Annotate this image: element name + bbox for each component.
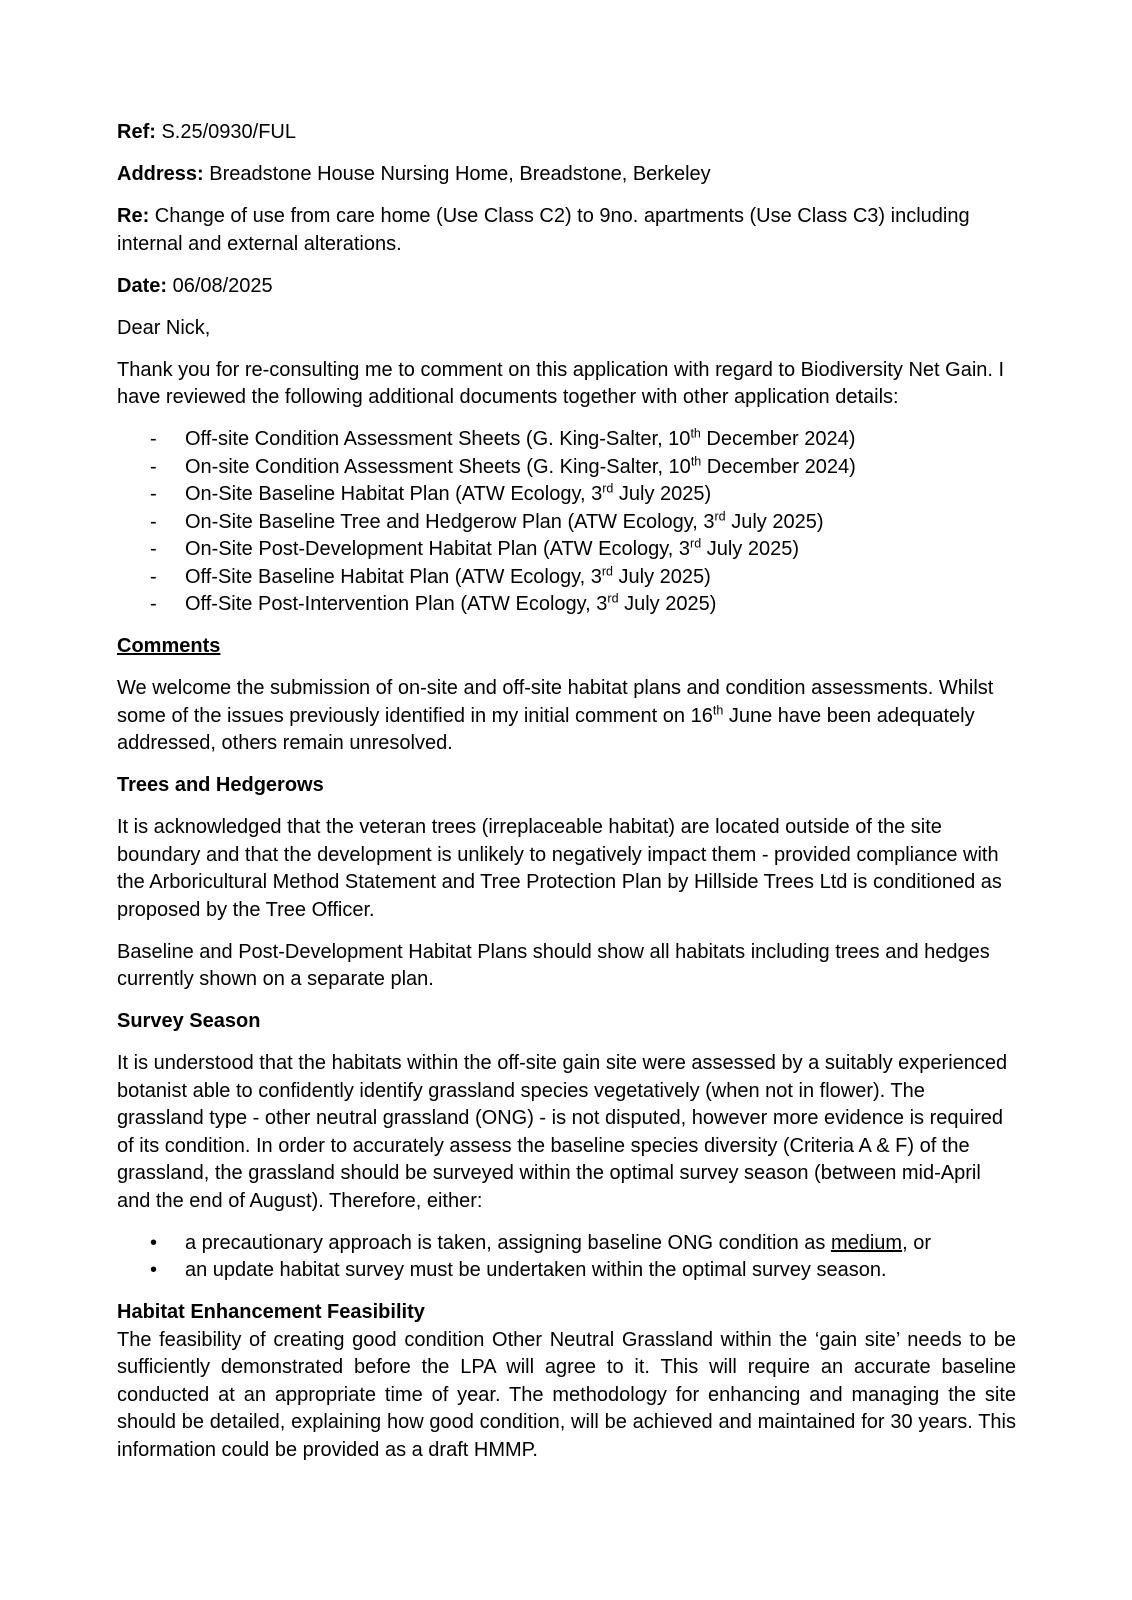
document-list-item [117, 509, 1016, 537]
date-value: 06/08/2025 [167, 274, 273, 297]
document-list-item-text: Off-Site Baseline Habitat Plan (ATW Ecology, 3rd July 2025) [185, 563, 711, 588]
bullet-marker: • [150, 1231, 158, 1254]
dash-marker: - [150, 593, 157, 615]
re-line [117, 203, 1016, 258]
document-list-item [117, 481, 1016, 509]
document-list-item [117, 454, 1016, 482]
bullet-list-item [117, 1230, 1016, 1258]
ref-label: Ref: [117, 121, 156, 143]
ordinal-superscript: rd [690, 536, 702, 551]
ref-value: S.25/0930/FUL [155, 121, 296, 143]
document-list-item [117, 536, 1016, 564]
document-list-item-text: On-Site Baseline Tree and Hedgerow Plan (ATW Ecology, 3rd July 2025) [185, 508, 824, 533]
bullet-list [117, 1230, 1016, 1285]
habitat-paragraph: The feasibility of creating good condition Other Neutral Grassland within the ‘gain site’ needs to be sufficiently demonstrated before the LPA will agree to it. This will require an accurate baseline conducted at an appropriate time of year. The methodology for enhancing and managing the site should be detailed, explaining how good condition, will be achieved and maintained for 30 years. This information could be provided as a draft HMMP. [117, 1328, 1016, 1461]
document-list-item [117, 591, 1016, 619]
address-line [117, 161, 1016, 189]
trees-paragraph-1: It is acknowledged that the veteran trees (irreplaceable habitat) are located outside of the site boundary and that the development is unlikely to negatively impact them - provided compliance with the Arboricultural Method Statement and Tree Protection Plan by Hillside Trees Ltd is conditioned as proposed by the Tree Officer. [117, 816, 1002, 921]
document-list-item-text: Off-Site Post-Intervention Plan (ATW Ecology, 3rd July 2025) [185, 591, 717, 615]
comments-paragraph: We welcome the submission of on-site and off-site habitat plans and condition assessments. Whilst some of the issues previously identified in my initial comment on 16th June have been adequately addressed, others remain unresolved. [117, 677, 994, 754]
intro-paragraph: Thank you for re-consulting me to comment on this application with regard to Biodiversity Net Gain. I have reviewed the following additional documents together with other application details: [117, 358, 1005, 408]
trees-heading: Trees and Hedgerows [117, 774, 324, 796]
bullet-marker: • [150, 1259, 158, 1281]
document-list-item [117, 426, 1016, 454]
date-line [117, 273, 1016, 301]
re-label: Re: [117, 205, 150, 227]
dash-marker: - [150, 455, 157, 478]
survey-paragraph: It is understood that the habitats within the off-site gain site were assessed by a suitably experienced botanist able to confidently identify grassland species vegetatively (when not in flower). The grassland type - other neutral grassland (ONG) - is not disputed, however more evidence is required of its condition. In order to accurately assess the baseline species diversity (Criteria A & F) of the grassland, the grassland should be surveyed within the optimal survey season (between mid-April and the end of August). Therefore, either: [117, 1052, 1008, 1212]
bullet-list-item-text: an update habitat survey must be undertaken within the optimal survey season. [185, 1259, 887, 1281]
survey-heading: Survey Season [117, 1010, 261, 1032]
ordinal-superscript: rd [601, 563, 613, 578]
ordinal-superscript: rd [602, 481, 614, 496]
bullet-list-item-text: a precautionary approach is taken, assigning baseline ONG condition as medium, or [185, 1231, 931, 1254]
ordinal-superscript: rd [607, 591, 619, 606]
date-label: Date: [117, 274, 168, 297]
document-list-item-text: On-site Condition Assessment Sheets (G. King-Salter, 10th December 2024) [185, 453, 856, 478]
habitat-heading: Habitat Enhancement Feasibility [117, 1301, 425, 1323]
dash-marker: - [150, 483, 157, 505]
ordinal-superscript: th [690, 453, 702, 468]
dash-marker: - [150, 428, 157, 450]
comments-heading: Comments [117, 635, 221, 657]
dash-marker: - [150, 510, 157, 533]
dash-marker: - [150, 538, 157, 560]
address-value: Breadstone House Nursing Home, Breadstone, Berkeley [203, 163, 711, 185]
document-list-item-text: On-Site Baseline Habitat Plan (ATW Ecology, 3rd July 2025) [185, 481, 712, 505]
document-list-item-text: Off-site Condition Assessment Sheets (G. King-Salter, 10th December 2024) [185, 426, 856, 450]
ordinal-superscript: th [690, 426, 701, 441]
bullet-list-item [117, 1257, 1016, 1285]
re-value: Change of use from care home (Use Class C2) to 9no. apartments (Use Class C3) including internal and external alterations. [117, 205, 970, 255]
document-list-item-text: On-Site Post-Development Habitat Plan (ATW Ecology, 3rd July 2025) [185, 536, 799, 560]
document-list [117, 426, 1016, 619]
ref-line [117, 119, 1016, 147]
document-list-item [117, 564, 1016, 592]
ordinal-superscript: rd [714, 508, 726, 523]
dash-marker: - [150, 565, 157, 588]
ordinal-superscript: th [712, 702, 724, 717]
salutation: Dear Nick, [117, 316, 211, 339]
underlined-word: medium [830, 1231, 903, 1254]
address-label: Address: [117, 163, 204, 185]
trees-paragraph-2: Baseline and Post-Development Habitat Plans should show all habitats including trees and hedges currently shown on a separate plan. [117, 940, 990, 990]
